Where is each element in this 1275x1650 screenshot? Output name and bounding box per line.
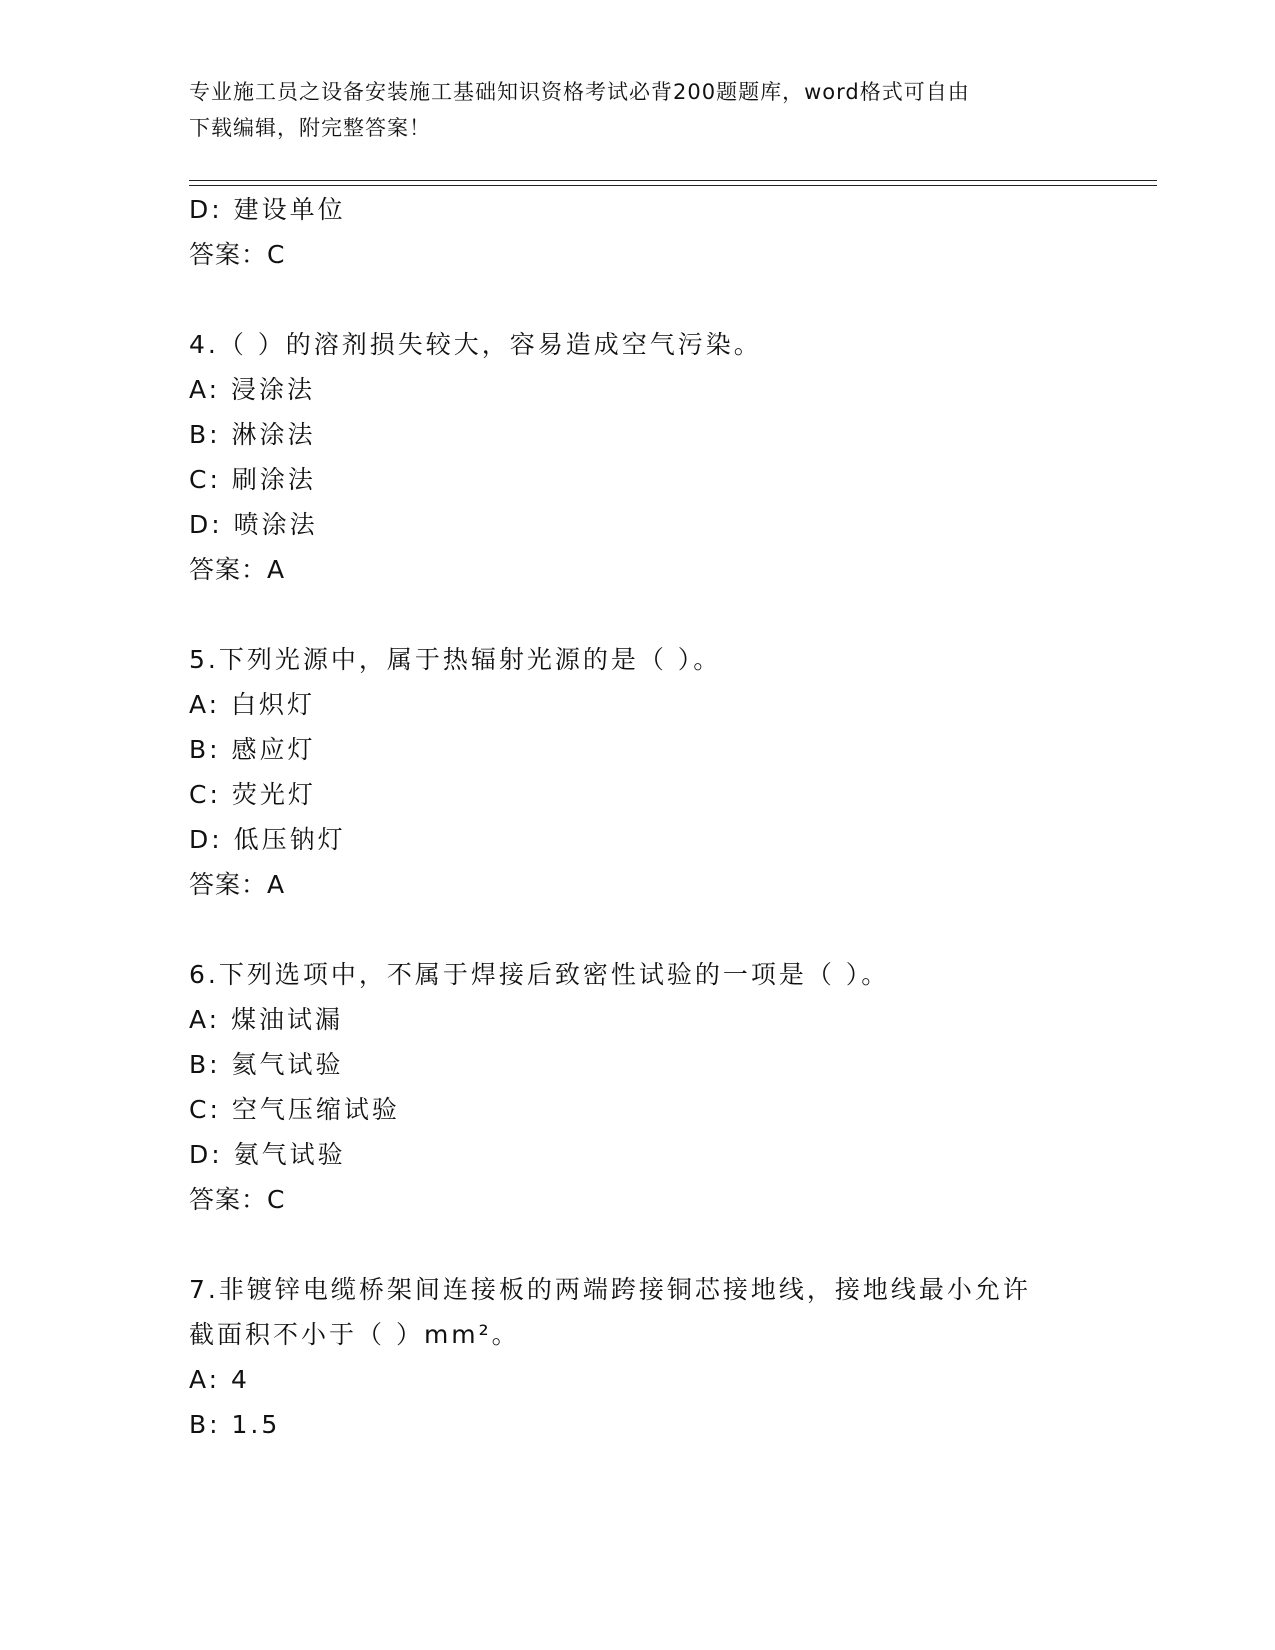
answer-line: 答案：C [189, 240, 286, 269]
option-c-line: C: 荧光灯 [189, 780, 316, 809]
option-d-line: D: 建设单位 [189, 195, 346, 224]
document-header [189, 74, 1089, 146]
option-a-line: A: 4 [189, 1365, 250, 1394]
option-a-line: A: 浸涂法 [189, 375, 316, 404]
option-c-line: C: 空气压缩试验 [189, 1095, 400, 1124]
option-b-line: B: 感应灯 [189, 735, 316, 764]
header-divider-top [189, 180, 1157, 181]
header-line-2: 下载编辑，附完整答案！ [189, 116, 431, 140]
answer-line: 答案：A [189, 555, 286, 584]
option-b-line: B: 淋涂法 [189, 420, 316, 449]
question-5-text: 5.下列光源中，属于热辐射光源的是（ ）。 [189, 645, 722, 674]
answer-line: 答案：A [189, 870, 286, 899]
question-4-text: 4.（ ）的溶剂损失较大，容易造成空气污染。 [189, 330, 762, 359]
header-line-1: 专业施工员之设备安装施工基础知识资格考试必背200题题库，word格式可自由 [189, 80, 970, 104]
option-a-line: A: 白炽灯 [189, 690, 316, 719]
option-d-line: D: 喷涂法 [189, 510, 318, 539]
answer-line: 答案：C [189, 1185, 286, 1214]
option-c-line: C: 刷涂法 [189, 465, 316, 494]
question-7-text-continued: 截面积不小于（ ）mm²。 [189, 1320, 520, 1349]
option-b-line: B: 1.5 [189, 1410, 281, 1439]
option-a-line: A: 煤油试漏 [189, 1005, 344, 1034]
option-b-line: B: 氦气试验 [189, 1050, 344, 1079]
option-d-line: D: 氨气试验 [189, 1140, 346, 1169]
question-6-text: 6.下列选项中，不属于焊接后致密性试验的一项是（ ）。 [189, 960, 890, 989]
question-7-text: 7.非镀锌电缆桥架间连接板的两端跨接铜芯接地线，接地线最小允许 [189, 1275, 1031, 1304]
option-d-line: D: 低压钠灯 [189, 825, 346, 854]
header-divider-bottom [189, 185, 1157, 186]
